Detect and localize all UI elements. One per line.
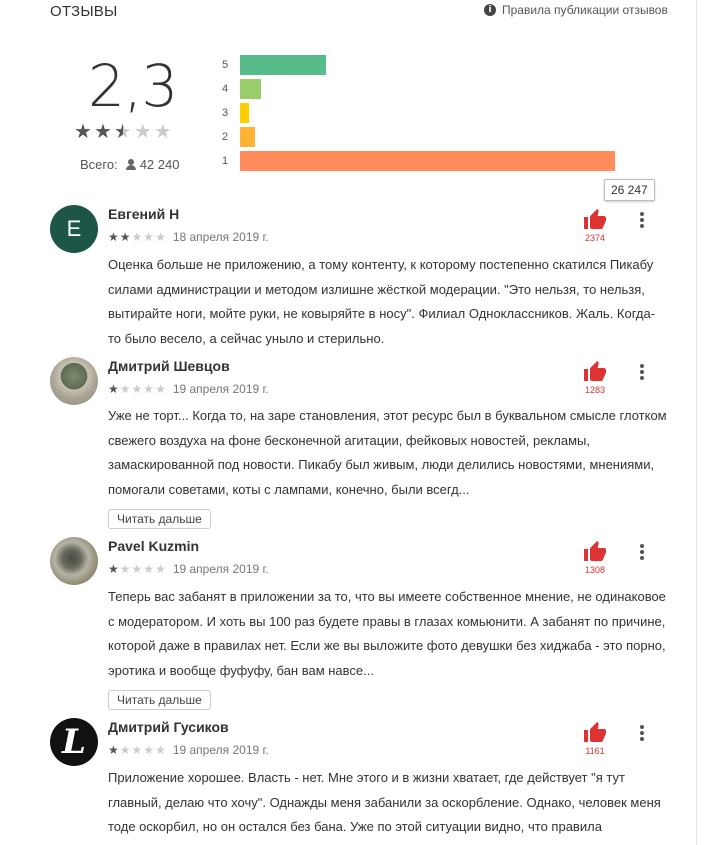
histogram-star-label: 1 xyxy=(222,155,229,167)
review-text: Приложение хорошее. Власть - нет. Мне этого и в жизни хватает, где действует "я тут главный, делаю что хочу". Однажды меня забанили за оскорбление. Однако, человек меня тоде оскорбил, но он остался без бана. Уже по этой ситуации видно, что правила xyxy=(108,770,661,834)
star-empty-icon: ★ xyxy=(119,382,131,396)
menu-dot xyxy=(640,376,644,380)
review-date: 19 апреля 2019 г. xyxy=(172,743,269,757)
avatar[interactable] xyxy=(50,205,98,253)
avatar-letter: E xyxy=(66,216,82,241)
review-author[interactable]: Евгений Н xyxy=(108,206,180,222)
menu-dot xyxy=(640,725,644,729)
read-more-button[interactable]: Читать дальше xyxy=(108,509,211,529)
histogram-tooltip: 26 247 xyxy=(604,179,655,201)
histogram-row[interactable] xyxy=(222,55,326,75)
star-empty-icon: ★ xyxy=(155,382,166,396)
star-empty-icon: ★ xyxy=(131,230,143,244)
star-icon: ★ xyxy=(74,119,92,143)
helpful-button[interactable] xyxy=(583,540,607,575)
helpful-button[interactable] xyxy=(583,721,607,756)
helpful-count: 1283 xyxy=(584,385,606,395)
divider xyxy=(696,0,697,845)
histogram-row[interactable] xyxy=(222,103,249,123)
review-author[interactable]: Дмитрий Гусиков xyxy=(108,719,229,735)
review-rating xyxy=(108,562,269,576)
thumbs-up-icon xyxy=(583,540,607,564)
menu-dot xyxy=(640,364,644,368)
histogram-star-label: 3 xyxy=(222,107,229,119)
review-rating xyxy=(108,743,269,757)
star-empty-icon: ★ xyxy=(131,562,143,576)
review-text: Теперь вас забанят в приложении за то, что вы имеете собственное мнение, не одинаковое с модератором. И хоть вы 100 раз будете правы в глазах комьюнити. А забанят по причине, которой даже в правилах нет. Если же вы выложите фото девушки без хиджаба - это порно, эротика и вообще фуфуфу, бан вам навсе... xyxy=(108,589,666,678)
total-ratings xyxy=(80,157,179,172)
star-empty-icon: ★ xyxy=(153,119,172,143)
menu-dot xyxy=(640,224,644,228)
histogram-bar xyxy=(240,55,326,75)
menu-dot xyxy=(640,218,644,222)
star-empty-icon: ★ xyxy=(131,743,143,757)
star-empty-icon: ★ xyxy=(143,562,155,576)
histogram-bar xyxy=(240,127,255,147)
half-star-icon: ★ xyxy=(113,119,132,143)
star-icon: ★ xyxy=(108,230,119,244)
menu-dot xyxy=(640,544,644,548)
review-date: 19 апреля 2019 г. xyxy=(172,562,269,576)
star-empty-icon: ★ xyxy=(119,743,131,757)
helpful-button[interactable] xyxy=(583,360,607,395)
helpful-count: 1161 xyxy=(585,746,605,756)
menu-dot xyxy=(640,212,644,216)
review-date: 18 апреля 2019 г. xyxy=(172,230,269,244)
histogram-star-label: 5 xyxy=(222,59,229,71)
info-icon: i xyxy=(484,4,496,16)
thumbs-up-icon xyxy=(583,721,607,745)
review-policy-label: Правила публикации отзывов xyxy=(502,3,668,17)
average-rating: 2,3 xyxy=(88,52,178,120)
average-rating-stars xyxy=(74,120,172,142)
thumbs-up-icon xyxy=(583,360,607,384)
helpful-count: 2374 xyxy=(584,233,606,243)
read-more-button[interactable]: Читать дальше xyxy=(108,690,211,710)
star-empty-icon: ★ xyxy=(131,382,143,396)
star-empty-icon: ★ xyxy=(143,382,155,396)
helpful-button[interactable] xyxy=(583,208,607,243)
menu-dot xyxy=(640,737,644,741)
menu-dot xyxy=(640,556,644,560)
star-empty-icon: ★ xyxy=(143,230,155,244)
histogram-row[interactable] xyxy=(222,127,255,147)
menu-dot xyxy=(640,370,644,374)
star-icon: ★ xyxy=(108,382,119,396)
star-empty-icon: ★ xyxy=(155,562,166,576)
more-options-icon[interactable] xyxy=(636,362,648,382)
histogram-row[interactable] xyxy=(222,151,615,171)
histogram-bar xyxy=(240,79,261,99)
more-options-icon[interactable] xyxy=(636,210,648,230)
avatar[interactable] xyxy=(50,718,98,766)
review-rating xyxy=(108,230,269,244)
star-icon: ★ xyxy=(93,119,112,143)
star-empty-icon: ★ xyxy=(155,230,166,244)
avatar-logo-letter: L xyxy=(62,722,86,762)
review-text: Оценка больше не приложению, а тому контенту, к которому постепенно скатился Пикабу силами администрации и методом излишне жёсткой модерации. "Это нельзя, то нельзя, вытирайте ноги, мойте руки, не ковыряйте в носу". Филиал Одноклассников. Жаль. Когда-то было весело, а сейчас уныло и стерильно. xyxy=(108,257,656,346)
histogram-bar xyxy=(240,103,249,123)
star-icon: ★ xyxy=(108,743,119,757)
total-label: Всего: xyxy=(80,157,118,172)
menu-dot xyxy=(640,550,644,554)
more-options-icon[interactable] xyxy=(636,723,648,743)
helpful-count: 1308 xyxy=(584,565,606,575)
star-icon: ★ xyxy=(119,230,131,244)
total-count: 42 240 xyxy=(139,157,180,172)
histogram-row[interactable] xyxy=(222,79,261,99)
star-empty-icon: ★ xyxy=(119,562,131,576)
star-icon: ★ xyxy=(108,562,119,576)
thumbs-up-icon xyxy=(583,208,607,232)
histogram-star-label: 2 xyxy=(222,131,229,143)
more-options-icon[interactable] xyxy=(636,542,648,562)
reviews-section-title: ОТЗЫВЫ xyxy=(50,3,118,20)
review-author[interactable]: Pavel Kuzmin xyxy=(108,538,200,554)
review-author[interactable]: Дмитрий Шевцов xyxy=(108,358,230,374)
review-policy-link[interactable] xyxy=(484,3,668,17)
histogram-bar xyxy=(240,151,615,171)
review-rating xyxy=(108,382,269,396)
person-icon xyxy=(126,159,136,170)
review-text: Уже не торт... Когда то, на заре становления, этот ресурс был в буквальном смысле глотком свежего воздуха на фоне бесконечной агитации, фейковых новостей, рекламы, замаскированной под новости. Пикабу был живым, люди делились новостями, мнениями, помогали советами, коты с лампами, конечно, были всегд... xyxy=(108,408,667,497)
avatar-photo[interactable] xyxy=(50,537,98,585)
menu-dot xyxy=(640,731,644,735)
star-empty-icon: ★ xyxy=(143,743,155,757)
star-empty-icon: ★ xyxy=(133,119,152,143)
review-date: 19 апреля 2019 г. xyxy=(172,382,269,396)
histogram-star-label: 4 xyxy=(222,83,229,95)
star-empty-icon: ★ xyxy=(155,743,166,757)
avatar-photo[interactable] xyxy=(50,357,98,405)
